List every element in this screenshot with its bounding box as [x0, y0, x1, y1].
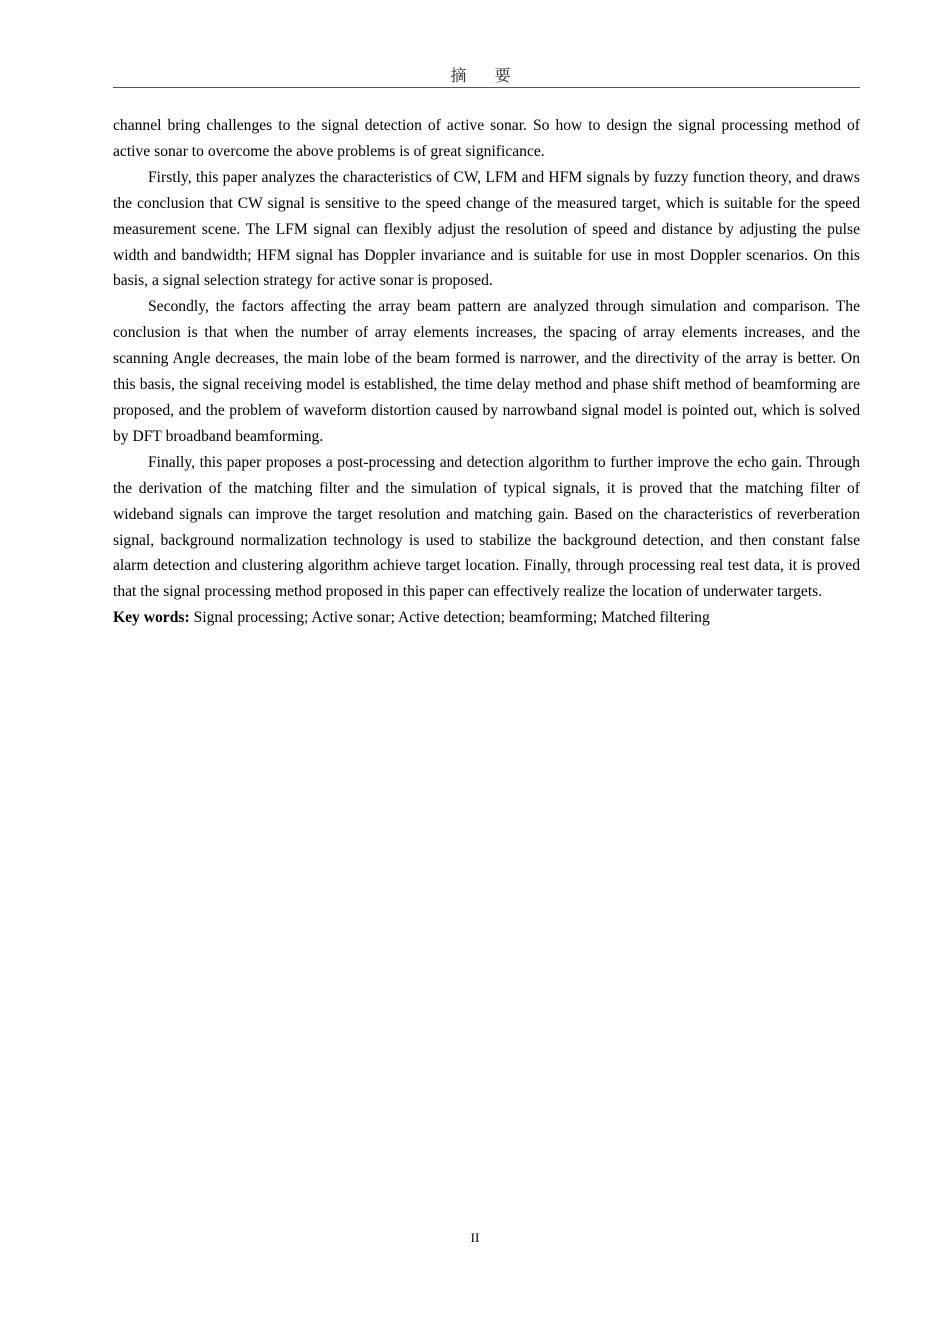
- keywords-line: [113, 605, 860, 631]
- header-divider: [113, 87, 860, 88]
- paragraph-beam-pattern: Secondly, the factors affecting the array beam pattern are analyzed through simulation and comparison. The conclusion is that when the number of array elements increases, the spacing of array elements increases, and the scanning Angle decreases, the main lobe of the beam formed is narrower, and the directivity of the array is better. On this basis, the signal receiving model is established, the time delay method and phase shift method of beamforming are proposed, and the problem of waveform distortion caused by narrowband signal model is pointed out, which is solved by DFT broadband beamforming.: [113, 298, 860, 445]
- keywords-label: Key words:: [113, 609, 190, 627]
- page-header-title: 摘 要: [450, 68, 523, 85]
- paragraph-signal-analysis: Firstly, this paper analyzes the characteristics of CW, LFM and HFM signals by fuzzy function theory, and draws the conclusion that CW signal is sensitive to the speed change of the measured target, which is suitable for the speed measurement scene. The LFM signal can flexibly adjust the resolution of speed and distance by adjusting the pulse width and bandwidth; HFM signal has Doppler invariance and is suitable for use in most Doppler scenarios. On this basis, a signal selection strategy for active sonar is proposed.: [113, 168, 860, 290]
- page-number: II: [470, 1230, 480, 1245]
- keywords-text: Signal processing; Active sonar; Active detection; beamforming; Matched filtering: [189, 609, 710, 627]
- paragraph-continuation: channel bring challenges to the signal detection of active sonar. So how to design the signal processing method of active sonar to overcome the above problems is of great significance.: [113, 117, 860, 160]
- abstract-body: [113, 113, 860, 631]
- paragraph-post-processing: Finally, this paper proposes a post-processing and detection algorithm to further improve the echo gain. Through the derivation of the matching filter and the simulation of typical signals, it is proved that the matching filter of wideband signals can improve the target resolution and matching gain. Based on the characteristics of reverberation signal, background normalization technology is used to stabilize the background detection, and then constant false alarm detection and clustering algorithm achieve target location. Finally, through processing real test data, it is proved that the signal processing method proposed in this paper can effectively realize the location of underwater targets.: [113, 453, 860, 601]
